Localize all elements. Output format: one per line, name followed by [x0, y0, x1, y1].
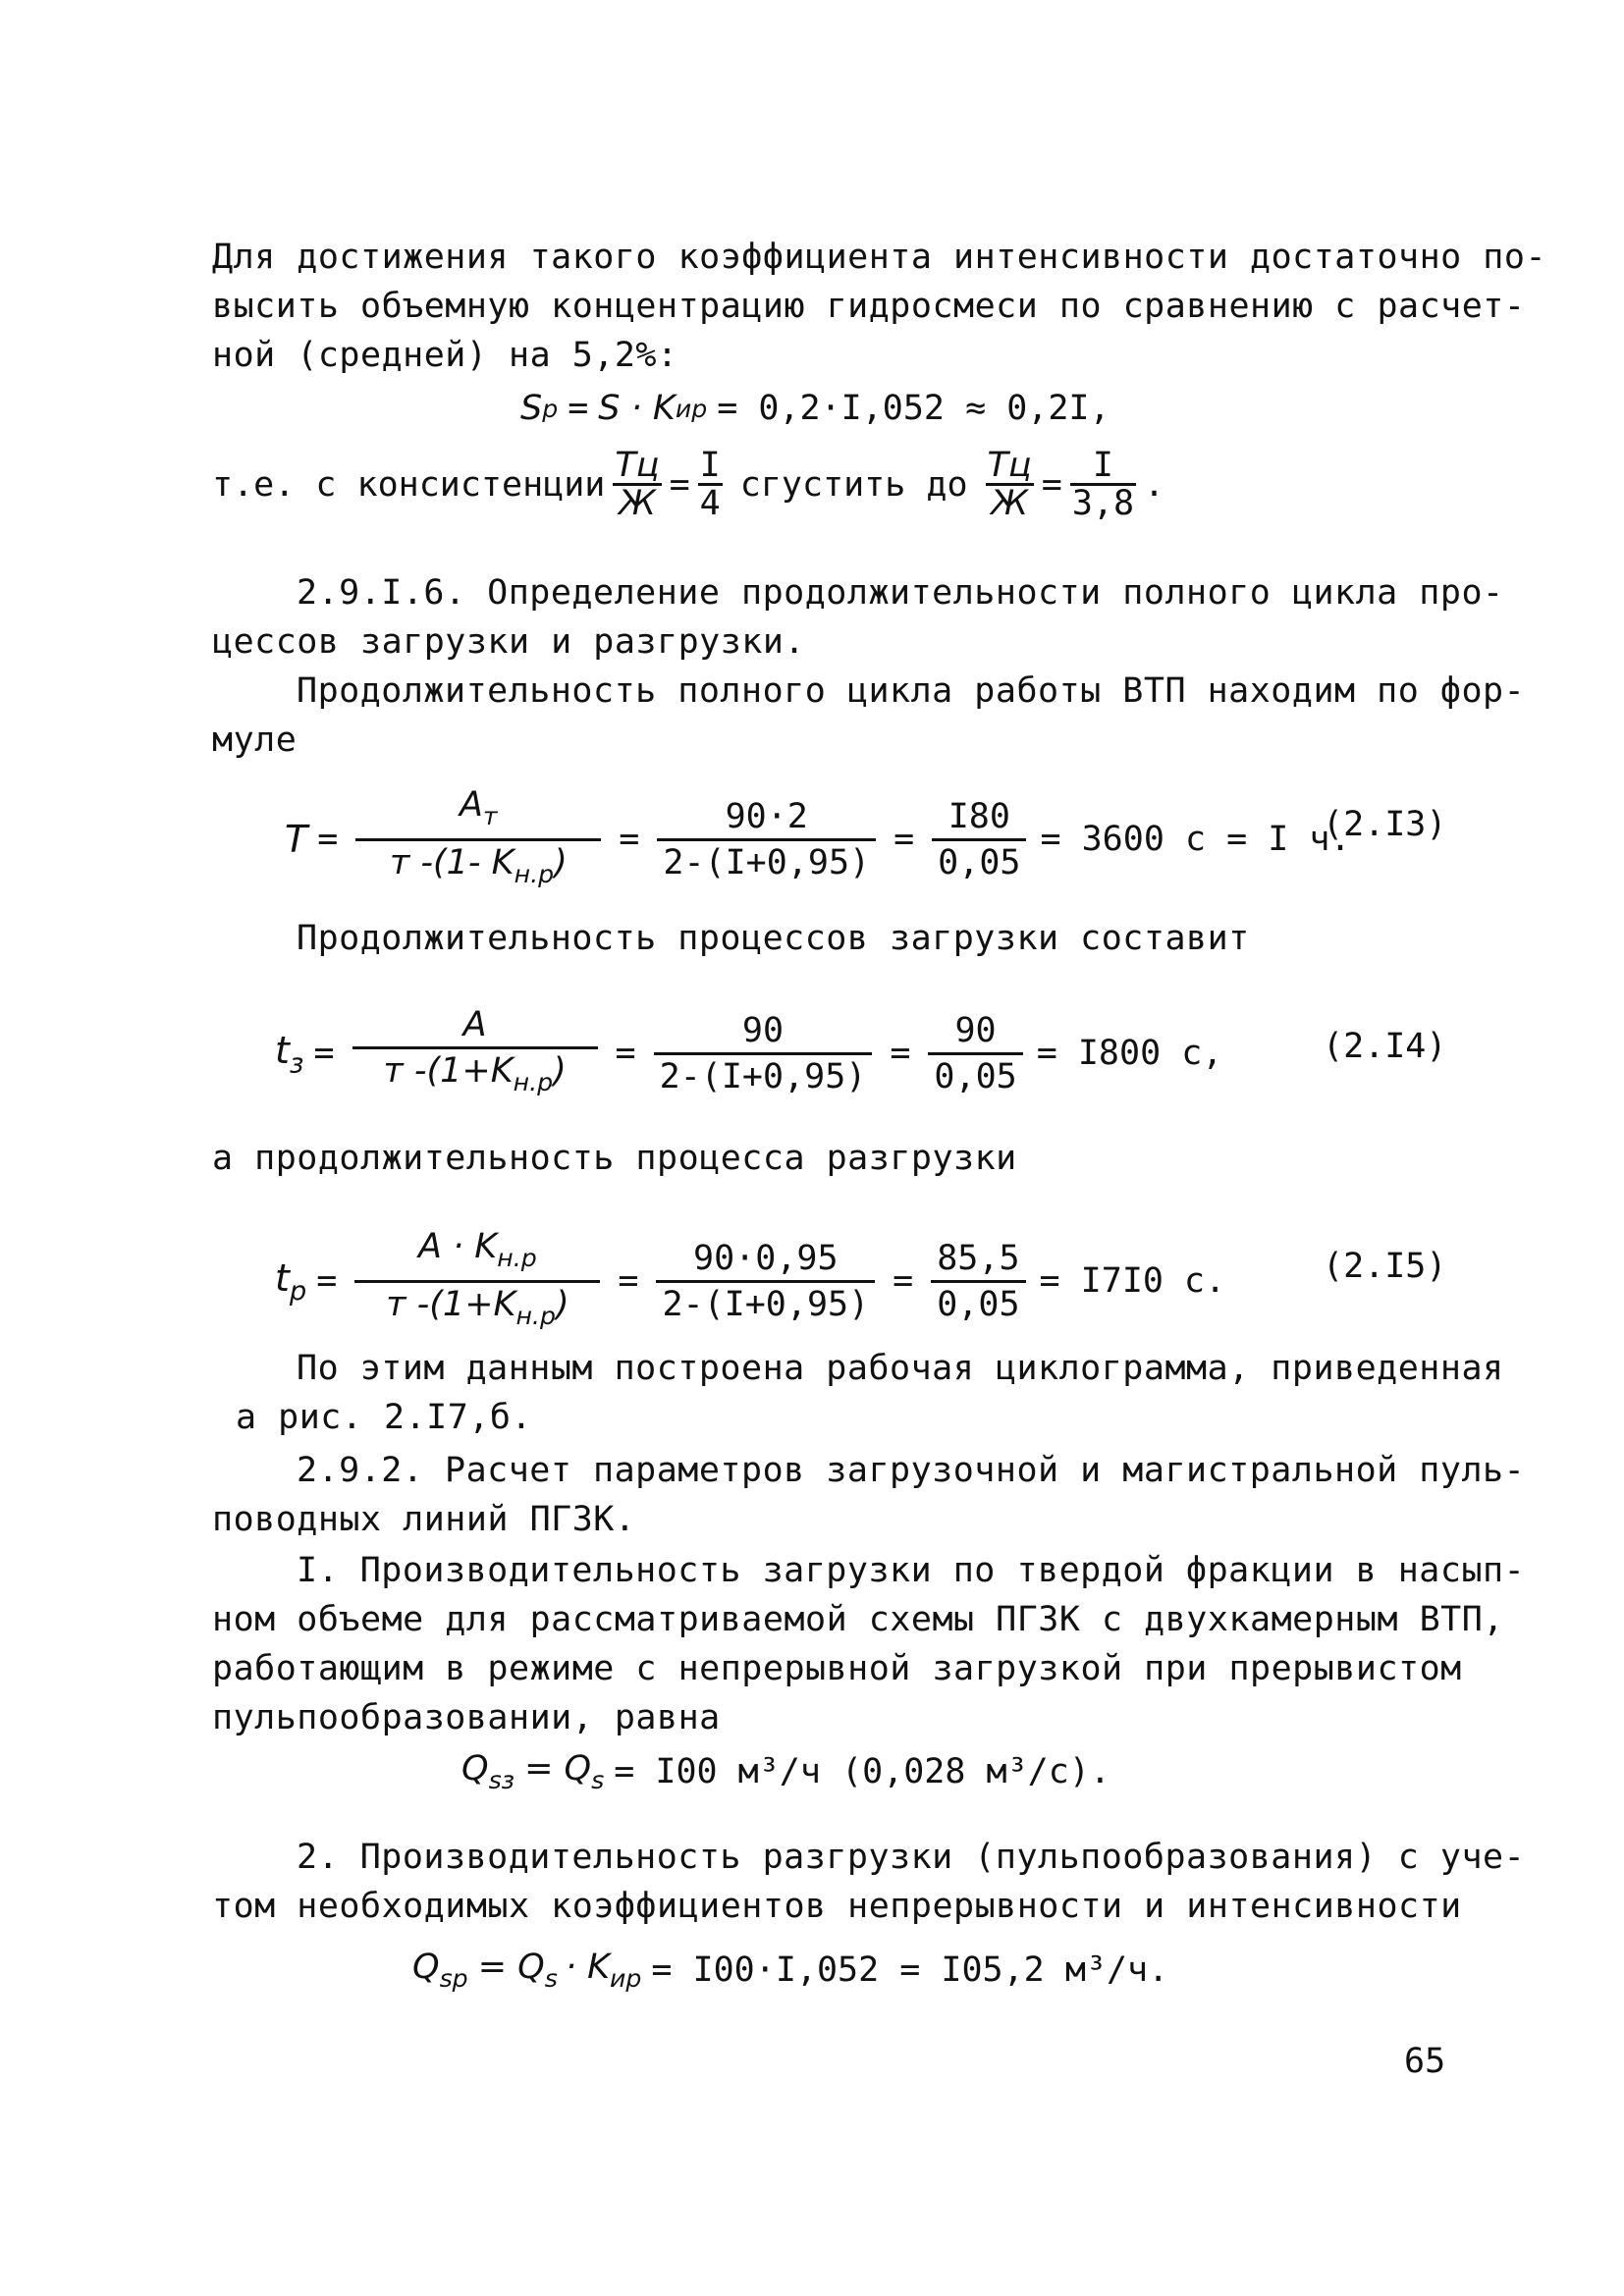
- paragraph-line: пульпообразовании, равна: [212, 1698, 721, 1737]
- paragraph-line: муле: [212, 721, 298, 760]
- equation-2-14: $t_з$ = $\frac{A}{т -(1+K_{н.р})}$ = $\frac{90}{2-(I+0,95)}$ = $\frac{90}{0,05}$ = I800 с,: [275, 1003, 1222, 1104]
- equation-lhs: $Q_{sp}$: [412, 1948, 468, 1993]
- fraction-denominator: т -(1- $K_{н.р}$): [389, 842, 568, 888]
- fraction-denominator: 0,05: [934, 1056, 1017, 1096]
- fraction-denominator: 2-(I+0,95): [662, 1284, 870, 1324]
- fraction-denominator: 0,05: [937, 1284, 1020, 1324]
- paragraph-line: высить объемную концентрацию гидросмеси по сравнению с расчет-: [212, 287, 1526, 326]
- page-number: 65: [1404, 2042, 1446, 2081]
- equation-rhs: = I00 м³/ч (0,028 м³/с).: [614, 1751, 1110, 1791]
- fraction: [932, 795, 1026, 884]
- fraction: [354, 1225, 600, 1338]
- paragraph-line: Для достижения такого коэффициента интенсивности достаточно по-: [212, 238, 1547, 277]
- equation-number: (2.I3): [1323, 805, 1447, 844]
- fraction-numerator: I: [699, 446, 721, 485]
- fraction-numerator: I80: [932, 795, 1026, 841]
- equation-sp: S p = S · K ир = 0,2·I,052 ≈ 0,2I,: [520, 389, 1110, 428]
- equation-mid: = $Q_s$: [524, 1749, 605, 1794]
- fraction-numerator: 85,5: [931, 1237, 1025, 1283]
- fraction-numerator: 90·0,95: [656, 1237, 875, 1283]
- equation-mid: = $Q_s$: [477, 1948, 558, 1993]
- equation-lhs: T: [285, 818, 308, 862]
- equation-k: · $K_{ир}$: [565, 1948, 642, 1993]
- fraction: [355, 783, 601, 896]
- fraction: [928, 1009, 1022, 1098]
- fraction-numerator: A: [352, 1003, 598, 1049]
- fraction: [698, 448, 723, 521]
- paragraph-line: ной (средней) на 5,2%:: [212, 336, 678, 375]
- equation-lhs: $t_з$: [275, 1028, 304, 1080]
- fraction-denominator: Ж: [991, 484, 1028, 523]
- symbol-s: S: [520, 389, 543, 428]
- paragraph-line: работающим в режиме с непрерывной загрузкой при прерывистом: [212, 1649, 1462, 1688]
- fraction: [986, 448, 1034, 521]
- fraction-denominator: т $-(1+K_{н.р})$: [386, 1284, 569, 1330]
- equation-q-sz: [461, 1749, 1110, 1794]
- equation-q-sp: [412, 1948, 1168, 1993]
- consistency-line: [212, 448, 1164, 521]
- subscript: p: [542, 394, 559, 423]
- fraction: [654, 1009, 873, 1098]
- equation-rhs: = I800 с,: [1036, 1034, 1223, 1074]
- equation-rhs: = 3600 с = I ч.: [1040, 820, 1351, 860]
- paragraph-line: I. Производительность загрузки по твердой фракции в насып-: [297, 1551, 1526, 1590]
- fraction-denominator: 4: [699, 484, 721, 523]
- fraction-numerator: $A_т$: [355, 783, 601, 841]
- equation-number: (2.I4): [1323, 1027, 1447, 1066]
- text-lead: т.е. с консистенции: [212, 464, 606, 505]
- fraction-numerator: I: [1070, 448, 1136, 486]
- fraction-denominator: т $-(1+K_{н.р})$: [383, 1051, 567, 1096]
- equals-sign: =: [669, 464, 690, 505]
- fraction: [352, 1003, 598, 1104]
- section-heading-line: поводных линий ПГЗК.: [212, 1500, 636, 1539]
- fraction-denominator: Ж: [619, 484, 656, 523]
- paragraph-line: а продолжительность процесса разгрузки: [212, 1139, 1017, 1178]
- fraction-denominator: 0,05: [938, 842, 1021, 882]
- equation-rhs: = 0,2·I,052 ≈ 0,2I,: [717, 389, 1110, 428]
- equals-sign: =: [1041, 464, 1062, 505]
- fraction: [1070, 448, 1136, 521]
- equation-2-15: $t_p$ = $\frac{A \cdot K_{н.р}}{т -(1+K_{н.р})}$ = $\frac{90\cdot 0,95}{2-(I+0,95)}$ = $\frac{85,5}{0,05}$ = I7I0 с.: [275, 1225, 1225, 1338]
- section-heading-line: цессов загрузки и разгрузки.: [212, 622, 806, 662]
- equation-number: (2.I5): [1323, 1247, 1447, 1286]
- fraction-numerator: 90: [654, 1009, 873, 1055]
- fraction: [613, 448, 661, 521]
- fraction-denominator: 3,8: [1071, 484, 1135, 523]
- fraction-numerator: 90·2: [657, 795, 876, 841]
- paragraph-line: 2. Производительность разгрузки (пульпообразования) с уче-: [297, 1838, 1526, 1877]
- fraction-denominator: 2-(I+0,95): [659, 1056, 867, 1096]
- equation-lhs: $t_p$: [275, 1255, 307, 1308]
- section-heading-line: 2.9.2. Расчет параметров загрузочной и магистральной пуль-: [297, 1451, 1526, 1490]
- fraction-denominator: 2-(I+0,95): [663, 842, 871, 882]
- section-heading-line: 2.9.I.6. Определение продолжительности полного цикла про-: [297, 573, 1504, 613]
- fraction-numerator: 90: [928, 1009, 1022, 1055]
- fraction-numerator: Тц: [615, 446, 660, 485]
- period: .: [1144, 464, 1165, 505]
- fraction: [657, 795, 876, 884]
- paragraph-line: ном объеме для рассматриваемой схемы ПГЗК с двухкамерным ВТП,: [212, 1600, 1504, 1639]
- paragraph-line: По этим данным построена рабочая циклограмма, приведенная: [297, 1349, 1504, 1388]
- fraction: [656, 1237, 875, 1326]
- subscript: ир: [675, 394, 708, 423]
- equation-2-13: T = $\frac{A_т}{т -(1- K_{н.р})}$ = $\frac{90\cdot 2}{2-(I+0,95)}$ = $\frac{I80}{0,05}$ = 3600 с = I ч.: [285, 783, 1351, 896]
- symbol-s-k: S · K: [598, 389, 676, 428]
- equation-rhs: = I00·I,052 = I05,2 м³/ч.: [651, 1949, 1169, 1990]
- paragraph-line: а рис. 2.I7,б.: [236, 1398, 533, 1437]
- equation-lhs: $Q_{sз}$: [461, 1749, 515, 1794]
- paragraph-line: том необходимых коэффициентов непрерывности и интенсивности: [212, 1887, 1462, 1926]
- fraction-numerator: $A \cdot K_{н.р}$: [354, 1225, 600, 1283]
- equation-rhs: = I7I0 с.: [1039, 1261, 1226, 1302]
- fraction: [931, 1237, 1025, 1326]
- paragraph-line: Продолжительность процессов загрузки составит: [297, 919, 1250, 958]
- fraction-numerator: Тц: [987, 446, 1032, 485]
- text-mid: сгустить до: [739, 464, 968, 505]
- paragraph-line: Продолжительность полного цикла работы ВТП находим по фор-: [297, 671, 1526, 711]
